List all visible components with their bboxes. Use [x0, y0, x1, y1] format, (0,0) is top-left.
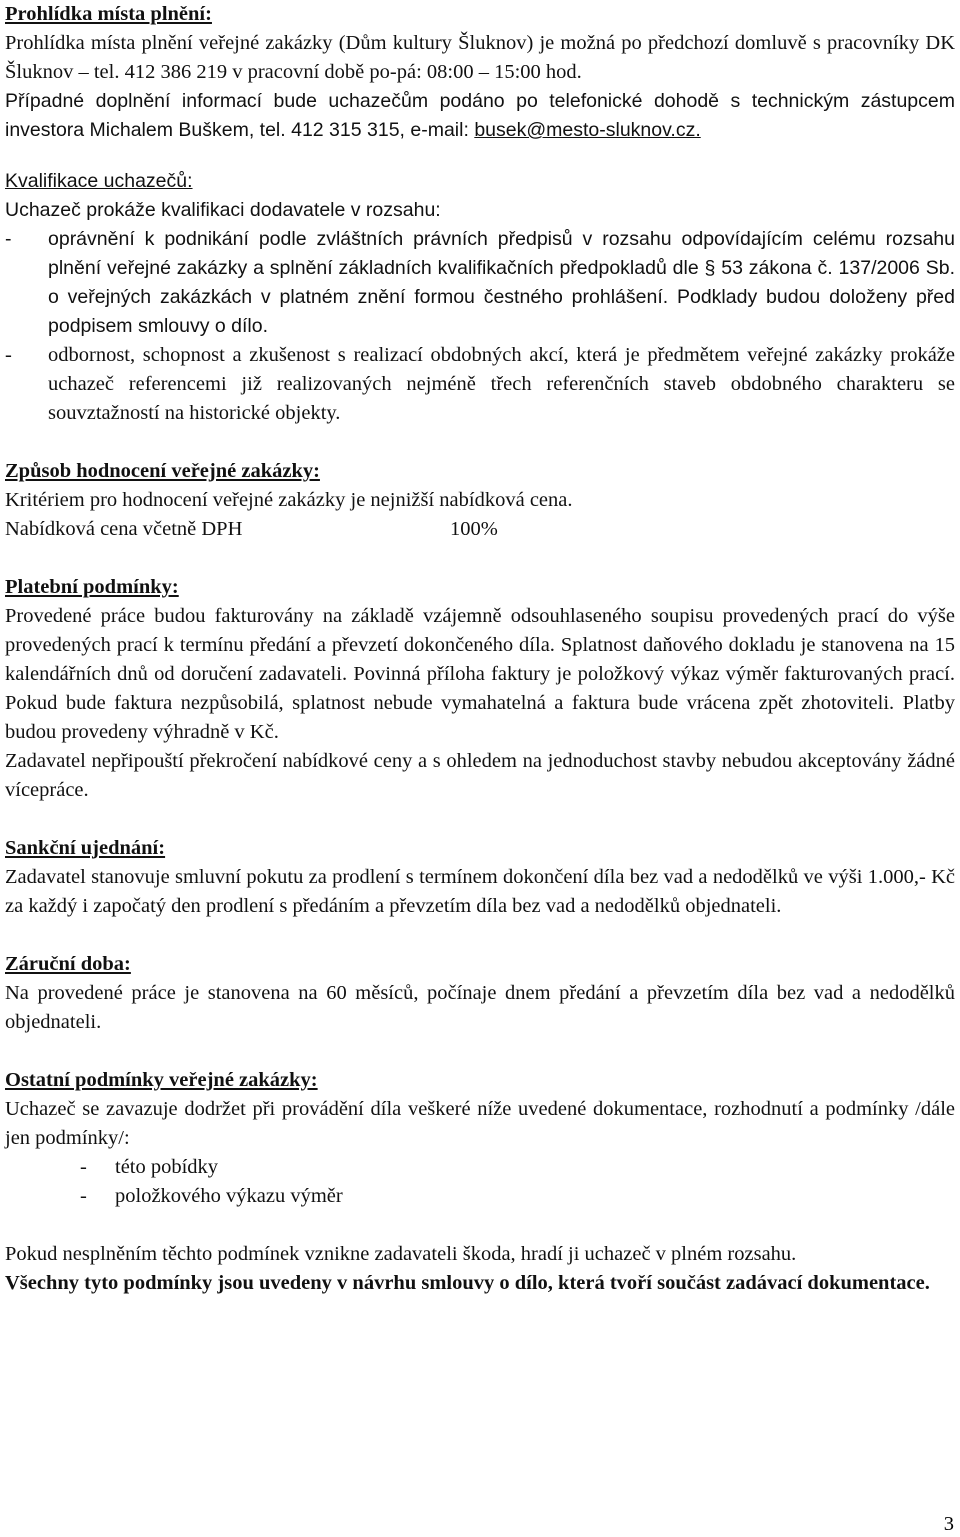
contact-text-prefix: Případné doplnění informací bude uchazečům podáno po telefonické dohodě s technickým zástupcem investora Michalem Buškem, tel. 412 315 315, e-mail:	[5, 90, 955, 141]
list-item: - oprávnění k podnikání podle zvláštních právních předpisů v rozsahu odpovídajícím celému rozsahu plnění veřejné zakázky a splnění základních kvalifikačních předpokladů dle § 53 zákona č. 137/2006 Sb. o veřejných zakázkách v platném znění formou čestného prohlášení. Podklady budou doloženy před podpisem smlouvy o dílo.	[5, 225, 955, 341]
damage-note: Pokud nesplněním těchto podmínek vznikne zadavateli škoda, hradí ji uchazeč v plném rozsahu.	[5, 1243, 797, 1265]
qualification-heading: Kvalifikace uchazečů:	[5, 170, 193, 192]
evaluation-heading: Způsob hodnocení veřejné zakázky:	[5, 460, 320, 482]
qualification-intro: Uchazeč prokáže kvalifikaci dodavatele v rozsahu:	[5, 199, 441, 221]
list-item: - odbornost, schopnost a zkušenost s realizací obdobných akcí, která je předmětem veřejné zakázky prokáže uchazeč referencemi již realizovaných nejméně třech referenčních staveb obdobného charakteru se souvztažností na historické objekty.	[5, 341, 955, 428]
price-row	[5, 515, 955, 544]
sanctions-text: Zadavatel stanovuje smluvní pokutu za prodlení s termínem dokončení díla bez vad a nedodělků ve výši 1.000,- Kč za každý i započatý den prodlení s předáním a převzetím díla bez vad a nedodělků objednateli.	[5, 866, 955, 917]
document-page	[5, 0, 955, 1298]
inspection-heading: Prohlídka místa plnění:	[5, 3, 212, 25]
price-weight: 100%	[450, 518, 498, 540]
page-number: 3	[943, 1513, 954, 1535]
qualification-list	[5, 225, 955, 428]
contract-note: Všechny tyto podmínky jsou uvedeny v návrhu smlouvy o dílo, která tvoří součást zadávací dokumentace.	[5, 1272, 930, 1294]
payment-paragraph: Zadavatel nepřipouští překročení nabídkové ceny a s ohledem na jednoduchost stavby nebudou akceptovány žádné vícepráce.	[5, 750, 955, 801]
other-conditions-intro: Uchazeč se zavazuje dodržet při provádění díla veškeré níže uvedené dokumentace, rozhodnutí a podmínky /dále jen podmínky/:	[5, 1098, 955, 1149]
inspection-section	[5, 0, 955, 145]
other-conditions-section	[5, 1066, 955, 1298]
contact-email-link[interactable]: busek@mesto-sluknov.cz.	[474, 119, 701, 141]
list-item: - položkového výkazu výměr	[5, 1182, 955, 1211]
payment-paragraph: Provedené práce budou fakturovány na základě vzájemně odsouhlaseného soupisu provedených prací do výše provedených prací k termínu předání a převzetí dokončeného díla. Splatnost daňového dokladu je stanovena na 15 kalendářních dnů od doručení zadavateli. Povinná příloha faktury je položkový výkaz výměr fakturovaných prací. Pokud bude faktura nezpůsobilá, splatnost nebude vymahatelná a faktura bude vrácena zpět zhotoviteli. Platby budou provedeny výhradně v Kč.	[5, 605, 955, 743]
evaluation-section	[5, 457, 955, 544]
payment-section	[5, 573, 955, 805]
warranty-text: Na provedené práce je stanovena na 60 měsíců, počínaje dnem předání a převzetím díla bez vad a nedodělků objednateli.	[5, 982, 955, 1033]
sanctions-section	[5, 834, 955, 921]
conditions-list	[5, 1153, 955, 1211]
warranty-heading: Záruční doba:	[5, 953, 131, 975]
payment-heading: Platební podmínky:	[5, 576, 179, 598]
warranty-section	[5, 950, 955, 1037]
sanctions-heading: Sankční ujednání:	[5, 837, 166, 859]
price-label: Nabídková cena včetně DPH	[5, 518, 243, 540]
evaluation-criterion: Kritériem pro hodnocení veřejné zakázky je nejnižší nabídková cena.	[5, 489, 573, 511]
other-conditions-heading: Ostatní podmínky veřejné zakázky:	[5, 1069, 318, 1091]
contact-text	[5, 87, 955, 145]
list-item: - této pobídky	[5, 1153, 955, 1182]
qualification-section	[5, 167, 955, 428]
inspection-text: Prohlídka místa plnění veřejné zakázky (Dům kultury Šluknov) je možná po předchozí domluvě s pracovníky DK Šluknov – tel. 412 386 219 v pracovní době po-pá: 08:00 – 15:00 hod.	[5, 32, 955, 83]
